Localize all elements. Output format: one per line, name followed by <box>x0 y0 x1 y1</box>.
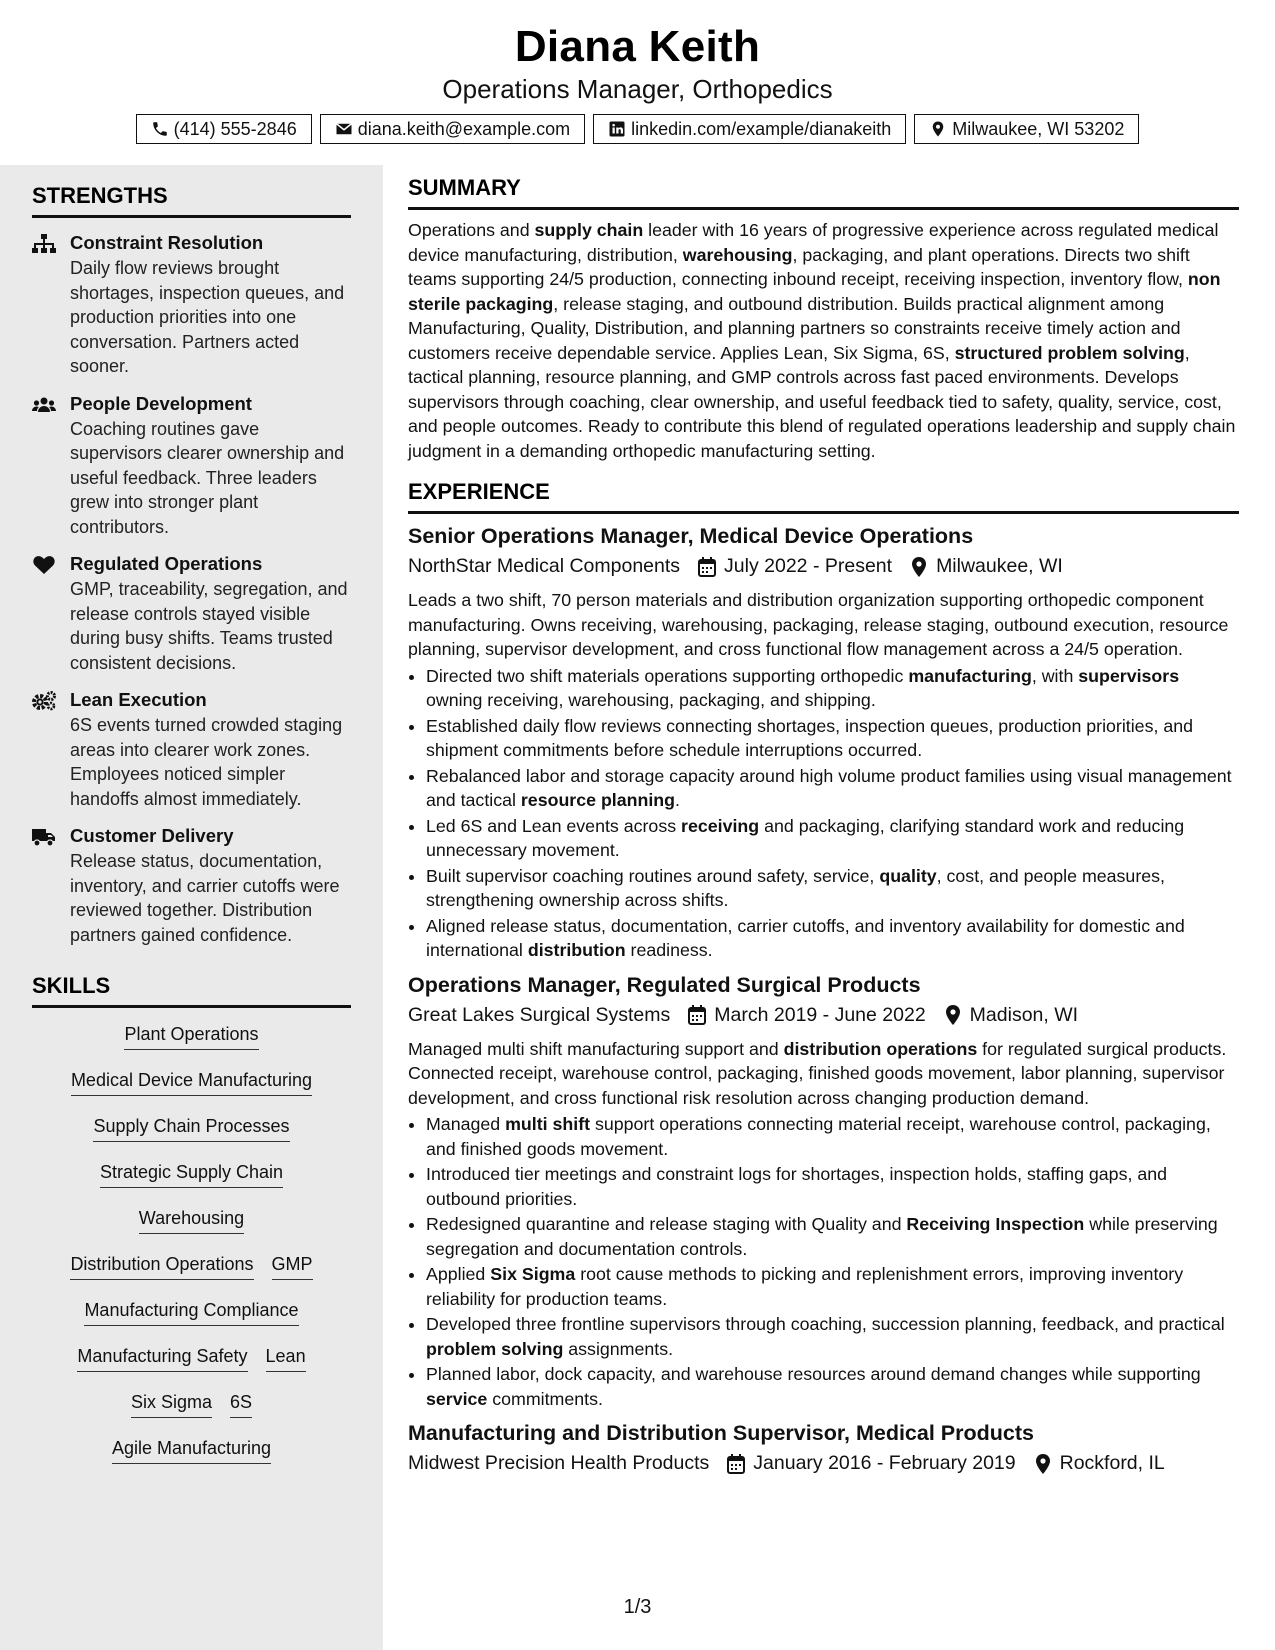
job-meta <box>408 1452 1239 1475</box>
truck-icon <box>32 827 56 847</box>
map-pin-icon <box>1034 1454 1052 1474</box>
skill-row <box>32 1068 351 1096</box>
text-segment: Built supervisor coaching routines around safety, service, <box>426 865 880 886</box>
summary-text <box>408 218 1239 463</box>
skill-tag: 6S <box>230 1390 252 1418</box>
linkedin-icon <box>608 120 626 138</box>
job-dates: March 2019 - June 2022 <box>714 1003 926 1026</box>
strength-title: Lean Execution <box>70 689 207 710</box>
job-title: Operations Manager, Regulated Surgical Products <box>408 972 921 997</box>
text-segment: Applied <box>426 1264 491 1284</box>
job-title: Manufacturing and Distribution Supervisor, Medical Products <box>408 1421 1034 1445</box>
calendar-icon <box>727 1454 745 1474</box>
text-segment: Introduced tier meetings and constraint logs for shortages, inspection holds, staffing gaps, and outbound priorities. <box>426 1164 1168 1209</box>
strength-desc: Release status, documentation, inventory, and carrier cutoffs were reviewed together. Distribution partners gained confidence. <box>70 851 340 945</box>
job-description <box>408 1037 1239 1111</box>
org-chart-icon <box>32 234 56 254</box>
list-item <box>426 714 1239 763</box>
list-item <box>426 764 1239 813</box>
skill-row <box>32 1252 351 1280</box>
list-item <box>426 1262 1239 1311</box>
contact-linkedin-text: linkedin.com/example/dianakeith <box>631 118 892 139</box>
skill-row <box>32 1160 351 1188</box>
strengths-heading: STRENGTHS <box>32 183 351 218</box>
heart-icon <box>32 555 56 575</box>
job-meta <box>408 555 1239 578</box>
skill-tag: Distribution Operations <box>70 1252 253 1280</box>
contact-email-text: diana.keith@example.com <box>357 118 571 139</box>
bold-keyword: quality <box>879 865 937 886</box>
job-dates: July 2022 - Present <box>724 555 893 577</box>
map-pin-icon <box>910 557 928 577</box>
strength-title: People Development <box>70 392 252 414</box>
job-bullets <box>408 664 1239 963</box>
contact-email[interactable] <box>320 114 585 144</box>
job-entry <box>408 1421 1239 1475</box>
skill-tag: Plant Operations <box>124 1022 258 1050</box>
sidebar <box>0 165 383 1650</box>
skill-row <box>32 1344 351 1372</box>
text-segment: , packaging, and plant operations. Directs two shift teams supporting 24/5 production, connecting inbound receipt, receiving inspection, inventory flow, <box>408 244 1190 289</box>
strength-desc: 6S events turned crowded staging areas into clearer work zones. Employees noticed simpler handoffs almost immediately. <box>70 715 343 809</box>
text-segment: Led 6S and Lean events across <box>426 815 682 836</box>
skill-row <box>32 1436 351 1464</box>
candidate-name: Diana Keith <box>514 22 761 71</box>
envelope-icon <box>335 120 353 138</box>
skill-row <box>32 1298 351 1326</box>
strength-item <box>32 391 351 540</box>
skill-tag: Lean <box>266 1344 306 1372</box>
text-segment: support operations connecting material receipt, warehouse control, packaging, and finished goods movement. <box>426 1114 1211 1159</box>
skill-tag: Medical Device Manufacturing <box>71 1068 312 1096</box>
bold-keyword: multi shift <box>505 1114 591 1134</box>
strength-desc: GMP, traceability, segregation, and release controls stayed visible during busy shifts. Teams trusted consistent decisions. <box>70 579 348 673</box>
text-segment: leader with 16 years of progressive experience across regulated medical device manufacturing, distribution, <box>408 220 1219 265</box>
contact-linkedin[interactable] <box>593 114 906 144</box>
calendar-icon <box>688 1005 706 1025</box>
skill-row <box>32 1022 351 1050</box>
job-entry <box>408 973 1239 1412</box>
job-title: Senior Operations Manager, Medical Device Operations <box>408 524 974 548</box>
text-segment: , tactical planning, resource planning, and GMP controls across fast paced environments. Develops supervisors through coaching, clear ownership, and useful feedback tied to safety, quality, service, cost, and people outcomes. Ready to contribute this blend of regulated operations leadership and supply chain judgment in a demanding orthopedic manufacturing setting. <box>408 342 1236 461</box>
text-segment: Managed multi shift manufacturing support and <box>408 1038 784 1059</box>
text-segment: Leads a two shift, 70 person materials and distribution organization supporting orthopedic component manufacturing. Owns receiving, warehousing, packaging, release staging, outbound execution, resource planning, supervisor development, and cross functional flow management across a 24/5 operation. <box>408 590 1229 659</box>
bold-keyword: warehousing <box>682 244 793 265</box>
bold-keyword: resource planning <box>520 790 676 810</box>
experience-list <box>408 524 1239 1475</box>
list-item <box>426 1362 1239 1411</box>
text-segment: Directed two shift materials operations supporting orthopedic <box>426 665 909 686</box>
contact-phone-text: (414) 555-2846 <box>173 118 297 139</box>
strength-desc: Daily flow reviews brought shortages, inspection queues, and production priorities into one conversation. Partners acted sooner. <box>70 258 345 376</box>
strength-item <box>32 551 351 675</box>
bold-keyword: distribution operations <box>783 1038 978 1059</box>
text-segment: . <box>675 790 680 810</box>
skill-row <box>32 1390 351 1418</box>
job-location: Madison, WI <box>969 1003 1079 1026</box>
job-bullets <box>408 1112 1239 1411</box>
skills-heading: SKILLS <box>32 973 351 1008</box>
list-item <box>426 914 1239 963</box>
bold-keyword: supply chain <box>534 220 644 240</box>
text-segment: Planned labor, dock capacity, and warehouse resources around demand changes while supporting <box>426 1364 1201 1384</box>
list-item <box>426 814 1239 863</box>
strength-title: Customer Delivery <box>70 825 234 846</box>
bold-keyword: service <box>426 1388 488 1409</box>
skill-tag: Manufacturing Safety <box>77 1344 247 1372</box>
strength-item <box>32 687 351 811</box>
page-number: 1/3 <box>623 1596 652 1618</box>
text-segment: Established daily flow reviews connecting shortages, inspection queues, production priorities, and shipment commitments before schedule interruptions occurred. <box>426 715 1194 760</box>
bold-keyword: manufacturing <box>908 665 1032 686</box>
contact-phone[interactable] <box>136 114 312 144</box>
list-item <box>426 1162 1239 1211</box>
bold-keyword: structured problem solving <box>954 342 1185 363</box>
gears-icon <box>32 691 56 711</box>
contact-location <box>914 114 1139 144</box>
bold-keyword: non sterile packaging <box>408 269 1221 314</box>
skill-tag: GMP <box>272 1252 313 1280</box>
bold-keyword: Six Sigma <box>490 1264 576 1284</box>
job-description <box>408 588 1239 662</box>
text-segment: Managed <box>426 1114 506 1134</box>
skill-row <box>32 1206 351 1234</box>
people-group-icon <box>32 395 56 415</box>
list-item <box>426 864 1239 913</box>
job-location: Milwaukee, WI <box>936 555 1063 577</box>
skills-list <box>32 1022 351 1464</box>
job-company: NorthStar Medical Components <box>408 555 681 577</box>
candidate-title: Operations Manager, Orthopedics <box>442 74 833 104</box>
resume-header <box>0 0 1275 165</box>
bold-keyword: problem solving <box>426 1338 564 1359</box>
text-segment: assignments. <box>563 1338 674 1359</box>
text-segment: Rebalanced labor and storage capacity around high volume product families using visual management and tactical <box>426 765 1232 810</box>
main-column <box>408 165 1239 1475</box>
skill-row <box>32 1114 351 1142</box>
strength-title: Constraint Resolution <box>70 232 264 253</box>
experience-heading: EXPERIENCE <box>408 479 1239 514</box>
text-segment: Operations and <box>408 220 535 240</box>
job-dates: January 2016 - February 2019 <box>753 1452 1016 1474</box>
strength-desc: Coaching routines gave supervisors clearer ownership and useful feedback. Three leaders grew into stronger plant contributors. <box>70 418 345 537</box>
text-segment: for regulated surgical products. Connected receipt, warehouse control, packaging, finished goods movement, labor planning, supervisor development, and cross functional risk resolution across changing production demand. <box>408 1038 1227 1108</box>
job-company: Great Lakes Surgical Systems <box>408 1003 671 1026</box>
skill-tag: Manufacturing Compliance <box>84 1298 298 1326</box>
list-item <box>426 664 1239 713</box>
strength-item <box>32 230 351 379</box>
list-item <box>426 1312 1239 1361</box>
skill-tag: Supply Chain Processes <box>93 1114 289 1142</box>
strength-item <box>32 823 351 947</box>
text-segment: root cause methods to picking and replenishment errors, improving inventory reliability for production teams. <box>426 1264 1184 1309</box>
text-segment: commitments. <box>487 1388 603 1409</box>
phone-icon <box>151 120 169 138</box>
text-segment: and packaging, clarifying standard work and reducing unnecessary movement. <box>426 815 1185 860</box>
bold-keyword: distribution <box>527 940 626 960</box>
skill-tag: Six Sigma <box>131 1390 212 1418</box>
job-entry <box>408 524 1239 963</box>
text-segment: readiness. <box>625 940 713 960</box>
job-company: Midwest Precision Health Products <box>408 1452 710 1474</box>
map-pin-icon <box>944 1005 962 1025</box>
skill-tag: Strategic Supply Chain <box>100 1160 283 1188</box>
text-segment: Aligned release status, documentation, carrier cutoffs, and inventory availability for domestic and international <box>426 915 1185 960</box>
job-meta <box>408 1004 1239 1027</box>
text-segment: , cost, and people measures, strengthening ownership across shifts. <box>426 865 1165 910</box>
bold-keyword: Receiving Inspection <box>906 1214 1085 1234</box>
job-location: Rockford, IL <box>1059 1452 1165 1474</box>
summary-heading: SUMMARY <box>408 175 1239 210</box>
skill-tag: Agile Manufacturing <box>112 1436 271 1464</box>
contact-bar <box>0 114 1275 144</box>
bold-keyword: supervisors <box>1078 665 1180 686</box>
text-segment: Developed three frontline supervisors through coaching, succession planning, feedback, and practical <box>426 1314 1225 1334</box>
bold-keyword: receiving <box>681 815 760 836</box>
list-item <box>426 1212 1239 1261</box>
list-item <box>426 1112 1239 1161</box>
text-segment: while preserving segregation and documentation controls. <box>426 1214 1218 1259</box>
contact-location-text: Milwaukee, WI 53202 <box>952 118 1125 139</box>
map-pin-icon <box>929 120 947 138</box>
text-segment: , release staging, and outbound distribution. Builds practical alignment among Manufacturing, Quality, Distribution, and planning partners so constraints receive timely action and customers receive dependable service. Applies Lean, Six Sigma, 6S, <box>408 293 1181 363</box>
text-segment: owning receiving, warehousing, packaging, and shipping. <box>426 690 876 710</box>
calendar-icon <box>698 557 716 577</box>
text-segment: Redesigned quarantine and release staging with Quality and <box>426 1214 907 1234</box>
skill-tag: Warehousing <box>139 1206 244 1234</box>
text-segment: , with <box>1031 665 1079 686</box>
strength-title: Regulated Operations <box>70 553 263 574</box>
